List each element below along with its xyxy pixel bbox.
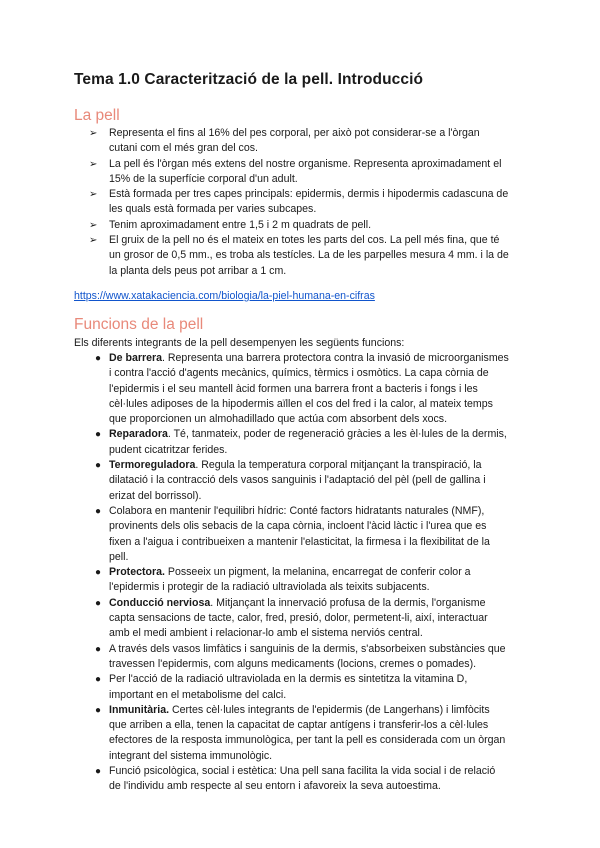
list-item <box>89 218 539 233</box>
item-line: pudent cicatritzar ferides. <box>109 443 228 456</box>
arrow-bullet-icon: ➢ <box>89 235 98 247</box>
item-line: important en el metabolisme del calci. <box>109 688 287 701</box>
item-line: les quals està formada per varies subcapes. <box>109 203 317 216</box>
dot-bullet-icon: ● <box>95 460 102 472</box>
list-item <box>89 458 539 504</box>
item-lead: Termoreguladora <box>109 459 196 472</box>
item-line: Està formada per tres capes principals: epidermis, dermis i hipodermis cadascuna de <box>109 188 509 201</box>
dot-bullet-icon: ● <box>95 704 102 716</box>
item-line: cèl·lules adiposes de la hipodermis aïllen el cos del fred i la calor, al mateix temps <box>109 397 493 410</box>
item-line: fixen a l'aigua i contribueixen a mantenir l'elasticitat, la firmesa i la flexibilitat de la <box>109 535 490 548</box>
item-line: pell. <box>109 550 129 563</box>
item-line: l'epidermis i el seu mantell àcid formen una barrera front a bacteris i fongs i les <box>109 382 478 395</box>
arrow-bullet-icon: ➢ <box>89 219 98 231</box>
dot-bullet-icon: ● <box>95 353 102 364</box>
list-item <box>89 351 539 427</box>
item-line: De barrera. Representa una barrera protectora contra la invasió de microorganismes <box>109 352 509 364</box>
item-line: Protectora. Posseeix un pigment, la melanina, encarregat de conferir color a <box>109 566 471 579</box>
item-line: de l'individu amb respecte al seu entorn i afavoreix la seva autoestima. <box>109 780 441 793</box>
list-item <box>89 596 539 642</box>
item-line: la planta dels peus pot arribar a 1 cm. <box>109 264 287 277</box>
dot-bullet-icon: ● <box>95 429 102 441</box>
item-lead: Inmunitària. <box>109 703 170 716</box>
item-lead: Reparadora <box>109 428 168 441</box>
item-line: provinents dels olis sebacis de la capa còrnia, incloent l'àcid làctic i l'urea que es <box>109 520 487 533</box>
dot-bullet-icon: ● <box>95 766 102 778</box>
item-line: A través dels vasos limfàtics i sanguinis de la dermis, s'absorbeixen substàncies que <box>109 642 506 655</box>
section-heading-funcions: Funcions de la pell <box>74 316 204 333</box>
item-line: que arriben a ella, tenen la capacitat de captar antígens i transferir-los a cèl·lules <box>109 719 489 732</box>
item-line: La pell és l'òrgan més extens del nostre organisme. Representa aproximadament el <box>109 157 502 170</box>
dot-bullet-icon: ● <box>95 505 102 517</box>
list-item <box>89 427 539 458</box>
item-lead: Conducció nerviosa <box>109 596 211 609</box>
item-lead: De barrera <box>109 352 162 364</box>
section-heading-la-pell: La pell <box>74 107 120 124</box>
item-line: integrant del sistema immunològic. <box>109 749 273 762</box>
item-line: l'epidermis i protegir de la radiació ultraviolada als teixits subjacents. <box>109 581 430 594</box>
item-line: Tenim aproximadament entre 1,5 i 2 m quadrats de pell. <box>109 218 372 231</box>
item-line: dilatació i la contracció dels vasos sanguinis i l'adaptació del pèl (pell de gallina i <box>109 474 486 487</box>
item-line: Termoreguladora. Regula la temperatura corporal mitjançant la transpiració, la <box>109 459 482 472</box>
list-item <box>89 764 539 795</box>
item-line: Per l'acció de la radiació ultraviolada en la dermis es sintetitza la vitamina D, <box>109 673 468 686</box>
item-line: Conducció nerviosa. Mitjançant la innervació profusa de la dermis, l'organisme <box>109 596 486 609</box>
item-line: Inmunitària. Certes cèl·lules integrants de l'epidermis (de Langerhans) i limfòcits <box>109 703 490 716</box>
arrow-bullet-icon: ➢ <box>89 158 98 170</box>
page-title: Tema 1.0 Caracterització de la pell. Introducció <box>74 71 424 88</box>
funcions-intro: Els diferents integrants de la pell desempenyen les següents funcions: <box>74 337 405 349</box>
list-item <box>89 565 539 596</box>
item-lead: Protectora. <box>109 566 165 579</box>
dot-bullet-icon: ● <box>95 674 102 686</box>
item-line: cutani com el més gran del cos. <box>109 142 258 155</box>
list-item <box>89 504 539 565</box>
item-line: Representa el fins al 16% del pes corporal, per això pot considerar-se a l'òrgan <box>109 127 480 139</box>
list-item <box>89 126 539 157</box>
arrow-bullet-icon: ➢ <box>89 189 98 201</box>
item-line: efectores de la resposta immunològica, per tant la pell es considerada com un òrgan <box>109 734 506 747</box>
list-item <box>89 642 539 673</box>
dot-bullet-icon: ● <box>95 643 102 655</box>
list-item <box>89 703 539 764</box>
list-item <box>89 187 539 218</box>
item-line: erizat del borrissol). <box>109 489 202 502</box>
item-line: 15% de la superfície corporal d'un adult. <box>109 172 298 185</box>
list-item <box>89 233 539 279</box>
dot-bullet-icon: ● <box>95 567 102 579</box>
item-line: capta sensacions de tacte, calor, fred, presió, dolor, permetent-li, així, interactuar <box>109 612 488 625</box>
list-item <box>89 672 539 703</box>
source-link[interactable]: https://www.xatakaciencia.com/biologia/la-piel-humana-en-cifras <box>74 290 375 302</box>
item-line: que proporcionen un almohadillado que actúa com absorbent dels xocs. <box>109 413 448 426</box>
item-line: Colabora en mantenir l'equilibri hídric: Conté factors hidratants naturales (NMF), <box>109 504 485 517</box>
arrow-bullet-icon: ➢ <box>89 128 98 139</box>
item-line: travessen l'epidermis, com alguns medicaments (locions, cremes o pomades). <box>109 657 477 670</box>
item-line: amb el medi ambient i relacionar-lo amb el sistema nerviós central. <box>109 627 423 640</box>
list-item <box>89 157 539 188</box>
item-line: Funció psicològica, social i estètica: Una pell sana facilita la vida social i de relació <box>109 765 496 778</box>
item-line: El gruix de la pell no és el mateix en totes les parts del cos. La pell més fina, que té <box>109 234 500 247</box>
la-pell-list <box>89 126 539 279</box>
dot-bullet-icon: ● <box>95 597 102 609</box>
item-line: un grosor de 0,5 mm., es troba als testícles. La de les parpelles mesura 4 mm. i la de <box>109 249 509 262</box>
funcions-list <box>89 351 539 795</box>
item-line: Reparadora. Té, tanmateix, poder de regeneració gràcies a les èl·lules de la dermis, <box>109 428 507 441</box>
item-line: i contra l'acció d'agents mecànics, químics, tèrmics i osmòtics. La capa còrnia de <box>109 367 489 380</box>
